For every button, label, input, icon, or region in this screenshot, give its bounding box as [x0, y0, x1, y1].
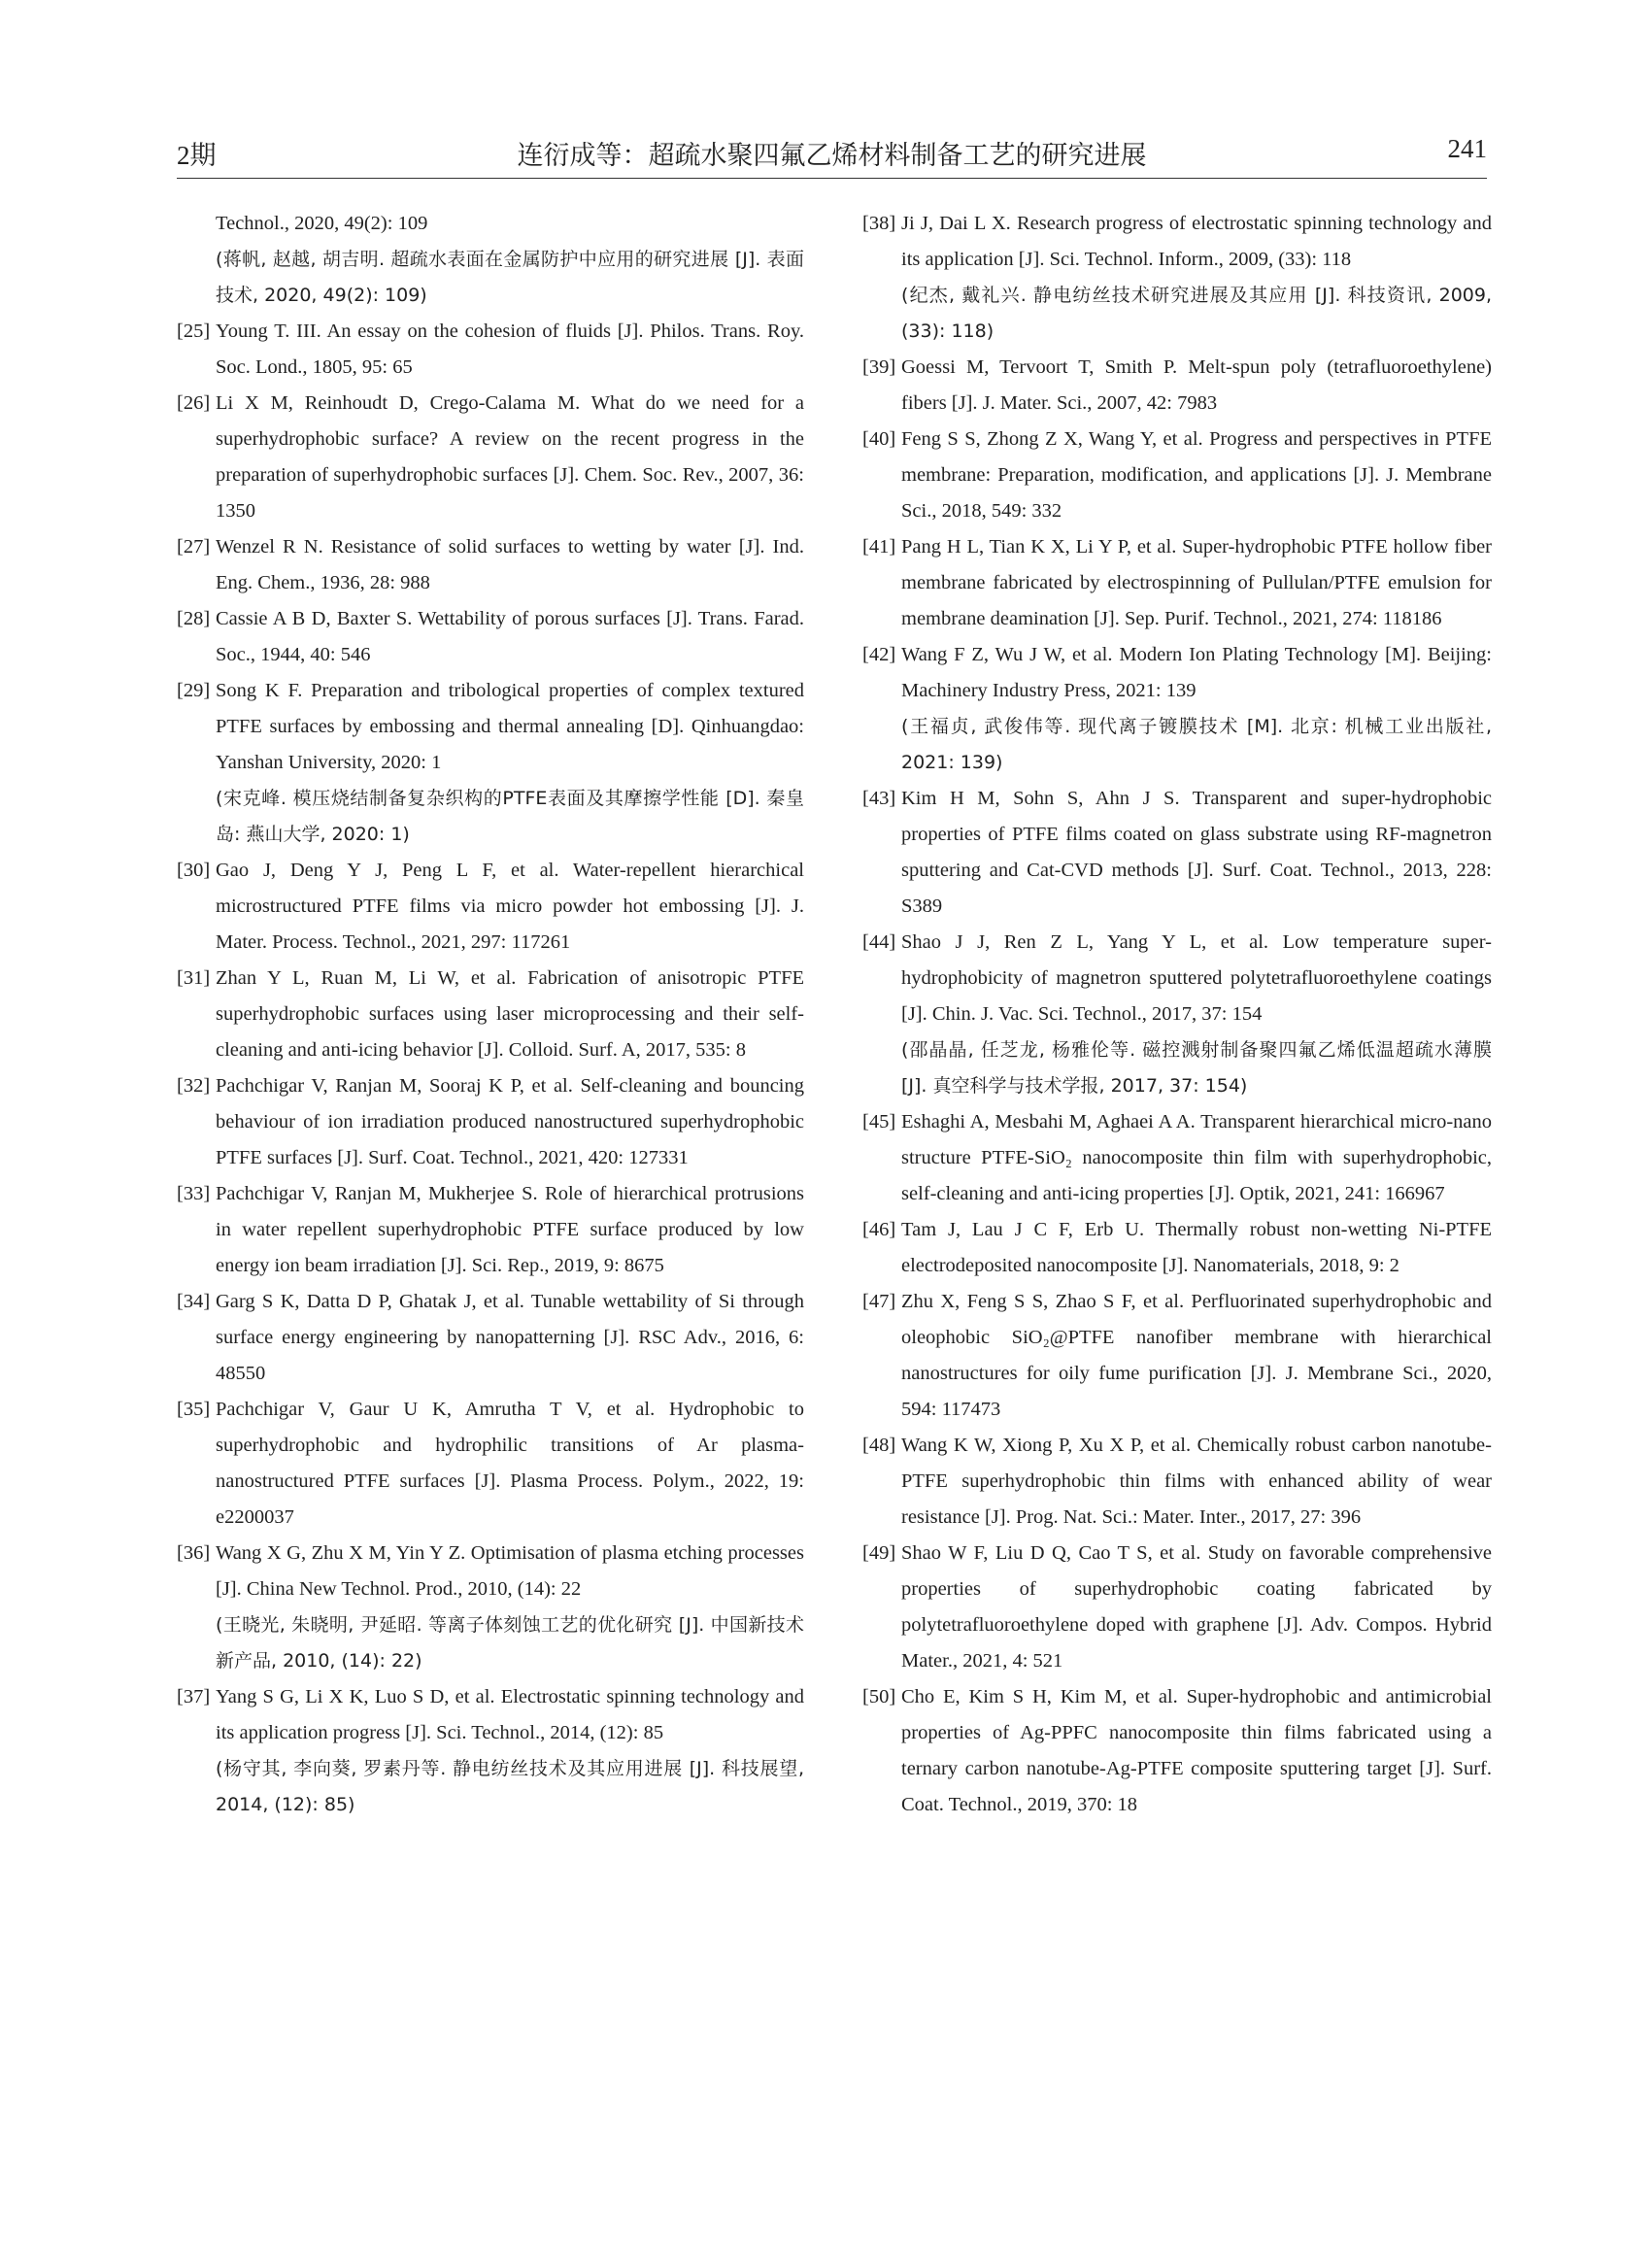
reference-number: [37] [177, 1686, 211, 1707]
reference-item [177, 206, 804, 314]
running-title: 连衍成等：超疏水聚四氟乙烯材料制备工艺的研究进展 [517, 141, 1147, 170]
reference-item [862, 422, 1492, 529]
reference-chinese-translation: (王晓光, 朱晓明, 尹延昭. 等离子体刻蚀工艺的优化研究 [J]. 中国新技术新产品, 2010, (14): 22) [216, 1614, 804, 1672]
reference-text: Yang S G, Li X K, Luo S D, et al. Electrostatic spinning technology and its application progress [J]. Sci. Technol., 2014, (12): 85 [216, 1686, 804, 1743]
reference-item [862, 1284, 1492, 1428]
reference-number: [49] [862, 1542, 896, 1564]
reference-text: Shao J J, Ren Z L, Yang Y L, et al. Low temperature super-hydrophobicity of magnetron sputtered polytetrafluoroethylene coatings [J]. Chin. J. Vac. Sci. Technol., 2017, 37: 154 [901, 931, 1492, 1025]
reference-item [862, 1679, 1492, 1823]
reference-item [177, 314, 804, 386]
reference-column-right [862, 206, 1492, 1823]
reference-item [177, 853, 804, 961]
reference-text: Young T. III. An essay on the cohesion of fluids [J]. Philos. Trans. Roy. Soc. Lond., 1805, 95: 65 [216, 321, 804, 378]
reference-number: [45] [862, 1111, 896, 1132]
reference-number: [34] [177, 1291, 211, 1312]
reference-text: Pachchigar V, Ranjan M, Mukherjee S. Role of hierarchical protrusions in water repellent superhydrophobic PTFE surface produced by low energy ion beam irradiation [J]. Sci. Rep., 2019, 9: 8675 [216, 1183, 804, 1276]
reference-item [862, 529, 1492, 637]
reference-number: [26] [177, 392, 211, 414]
reference-number: [36] [177, 1542, 211, 1564]
reference-item [862, 925, 1492, 1104]
reference-number: [35] [177, 1399, 211, 1420]
reference-item [862, 350, 1492, 422]
reference-text: Eshaghi A, Mesbahi M, Aghaei A A. Transparent hierarchical micro-nano structure PTFE-SiO₂ nanocomposite thin film with superhydrophobic, self-cleaning and anti-icing properties [J]. Optik, 2021, 241: 166967 [901, 1111, 1492, 1204]
reference-item [862, 1104, 1492, 1212]
reference-text: Shao W F, Liu D Q, Cao T S, et al. Study on favorable comprehensive properties of superhydrophobic coating fabricated by polytetrafluoroethylene doped with graphene [J]. Adv. Compos. Hybrid Mater., 2021, 4: 521 [901, 1542, 1492, 1672]
reference-text: Goessi M, Tervoort T, Smith P. Melt-spun poly (tetrafluoroethylene) fibers [J]. J. Mater. Sci., 2007, 42: 7983 [901, 356, 1492, 414]
reference-number: [29] [177, 680, 211, 701]
reference-item [177, 1284, 804, 1392]
reference-number: [28] [177, 608, 211, 629]
reference-item [177, 673, 804, 853]
reference-text: Gao J, Deng Y J, Peng L F, et al. Water-repellent hierarchical microstructured PTFE films via micro powder hot embossing [J]. J. Mater. Process. Technol., 2021, 297: 117261 [216, 860, 804, 953]
reference-number: [44] [862, 931, 896, 953]
reference-text: Song K F. Preparation and tribological properties of complex textured PTFE surfaces by embossing and thermal annealing [D]. Qinhuangdao: Yanshan University, 2020: 1 [216, 680, 804, 773]
reference-item [177, 961, 804, 1068]
reference-text: Pang H L, Tian K X, Li Y P, et al. Super-hydrophobic PTFE hollow fiber membrane fabricated by electrospinning of Pullulan/PTFE emulsion for membrane deamination [J]. Sep. Purif. Technol., 2021, 274: 118186 [901, 536, 1492, 629]
reference-item [177, 386, 804, 529]
reference-text: Zhu X, Feng S S, Zhao S F, et al. Perfluorinated superhydrophobic and oleophobic SiO₂@PTFE nanofiber membrane with hierarchical nanostructures for oily fume purification [J]. J. Membrane Sci., 2020, 594: 117473 [901, 1291, 1492, 1420]
reference-number: [50] [862, 1686, 896, 1707]
reference-item [862, 637, 1492, 781]
reference-text: Cho E, Kim S H, Kim M, et al. Super-hydrophobic and antimicrobial properties of Ag-PPFC nanocomposite thin films fabricated using a ternary carbon nanotube-Ag-PTFE composite sputtering target [J]. Surf. Coat. Technol., 2019, 370: 18 [901, 1686, 1492, 1815]
reference-number: [41] [862, 536, 896, 558]
reference-number: [39] [862, 356, 896, 378]
reference-text: Tam J, Lau J C F, Erb U. Thermally robust non-wetting Ni-PTFE electrodeposited nanocomposite [J]. Nanomaterials, 2018, 9: 2 [901, 1219, 1492, 1276]
reference-item [177, 1392, 804, 1536]
reference-item [177, 1068, 804, 1176]
reference-item [862, 1428, 1492, 1536]
reference-item [862, 781, 1492, 925]
reference-number: [42] [862, 644, 896, 665]
reference-chinese-translation: (蒋帆, 赵越, 胡吉明. 超疏水表面在金属防护中应用的研究进展 [J]. 表面技术, 2020, 49(2): 109) [216, 249, 804, 306]
reference-number: [27] [177, 536, 211, 558]
reference-text: Technol., 2020, 49(2): 109 [216, 213, 428, 234]
reference-number: [46] [862, 1219, 896, 1240]
reference-text: Garg S K, Datta D P, Ghatak J, et al. Tunable wettability of Si through surface energy engineering by nanopatterning [J]. RSC Adv., 2016, 6: 48550 [216, 1291, 804, 1384]
reference-text: Wang X G, Zhu X M, Yin Y Z. Optimisation of plasma etching processes [J]. China New Technol. Prod., 2010, (14): 22 [216, 1542, 804, 1600]
header-rule [177, 178, 1487, 179]
reference-item [862, 1536, 1492, 1679]
reference-text: Pachchigar V, Ranjan M, Sooraj K P, et al. Self-cleaning and bouncing behaviour of ion irradiation produced nanostructured superhydrophobic PTFE surfaces [J]. Surf. Coat. Technol., 2021, 420: 127331 [216, 1075, 804, 1168]
page-header [177, 128, 1487, 175]
reference-text: Zhan Y L, Ruan M, Li W, et al. Fabrication of anisotropic PTFE superhydrophobic surfaces using laser microprocessing and their self-cleaning and anti-icing behavior [J]. Colloid. Surf. A, 2017, 535: 8 [216, 967, 804, 1061]
reference-chinese-translation: (邵晶晶, 任芝龙, 杨雅伦等. 磁控溅射制备聚四氟乙烯低温超疏水薄膜 [J]. 真空科学与技术学报, 2017, 37: 154) [901, 1039, 1492, 1097]
reference-chinese-translation: (杨守其, 李向葵, 罗素丹等. 静电纺丝技术及其应用进展 [J]. 科技展望, 2014, (12): 85) [216, 1758, 804, 1815]
reference-number: [38] [862, 213, 896, 234]
reference-text: Feng S S, Zhong Z X, Wang Y, et al. Progress and perspectives in PTFE membrane: Preparation, modification, and applications [J]. J. Membrane Sci., 2018, 549: 332 [901, 428, 1492, 522]
reference-number: [43] [862, 788, 896, 809]
reference-chinese-translation: (宋克峰. 模压烧结制备复杂织构的PTFE表面及其摩擦学性能 [D]. 秦皇岛: 燕山大学, 2020: 1) [216, 788, 804, 845]
page-number: 241 [1447, 134, 1487, 163]
reference-text: Cassie A B D, Baxter S. Wettability of porous surfaces [J]. Trans. Farad. Soc., 1944, 40: 546 [216, 608, 804, 665]
reference-text: Wang F Z, Wu J W, et al. Modern Ion Plating Technology [M]. Beijing: Machinery Industry Press, 2021: 139 [901, 644, 1492, 701]
reference-number: [47] [862, 1291, 896, 1312]
reference-number: [40] [862, 428, 896, 450]
reference-chinese-translation: (王福贞, 武俊伟等. 现代离子镀膜技术 [M]. 北京: 机械工业出版社, 2021: 139) [901, 716, 1492, 773]
reference-text: Pachchigar V, Gaur U K, Amrutha T V, et al. Hydrophobic to superhydrophobic and hydrophilic transitions of Ar plasma-nanostructured PTFE surfaces [J]. Plasma Process. Polym., 2022, 19: e2200037 [216, 1399, 804, 1528]
reference-item [862, 1212, 1492, 1284]
reference-text: Wang K W, Xiong P, Xu X P, et al. Chemically robust carbon nanotube-PTFE superhydrophobic thin films with enhanced ability of wear resistance [J]. Prog. Nat. Sci.: Mater. Inter., 2017, 27: 396 [901, 1435, 1492, 1528]
reference-item [177, 1176, 804, 1284]
reference-item [177, 529, 804, 601]
reference-item [177, 1679, 804, 1823]
reference-item [177, 601, 804, 673]
reference-number: [25] [177, 321, 211, 342]
reference-number: [32] [177, 1075, 211, 1097]
reference-column-left [177, 206, 804, 1823]
reference-number: [48] [862, 1435, 896, 1456]
reference-item [177, 1536, 804, 1679]
reference-number: [31] [177, 967, 211, 989]
reference-item [862, 206, 1492, 350]
reference-chinese-translation: (纪杰, 戴礼兴. 静电纺丝技术研究进展及其应用 [J]. 科技资讯, 2009, (33): 118) [901, 285, 1492, 342]
issue-number: 2期 [177, 141, 217, 170]
reference-number: [30] [177, 860, 211, 881]
reference-text: Kim H M, Sohn S, Ahn J S. Transparent and super-hydrophobic properties of PTFE films coated on glass substrate using RF-magnetron sputtering and Cat-CVD methods [J]. Surf. Coat. Technol., 2013, 228: S389 [901, 788, 1492, 917]
reference-number: [33] [177, 1183, 211, 1204]
reference-text: Ji J, Dai L X. Research progress of electrostatic spinning technology and its application [J]. Sci. Technol. Inform., 2009, (33): 118 [901, 213, 1492, 270]
reference-text: Li X M, Reinhoudt D, Crego-Calama M. What do we need for a superhydrophobic surface? A review on the recent progress in the preparation of superhydrophobic surfaces [J]. Chem. Soc. Rev., 2007, 36: 1350 [216, 392, 804, 522]
reference-text: Wenzel R N. Resistance of solid surfaces to wetting by water [J]. Ind. Eng. Chem., 1936, 28: 988 [216, 536, 804, 593]
